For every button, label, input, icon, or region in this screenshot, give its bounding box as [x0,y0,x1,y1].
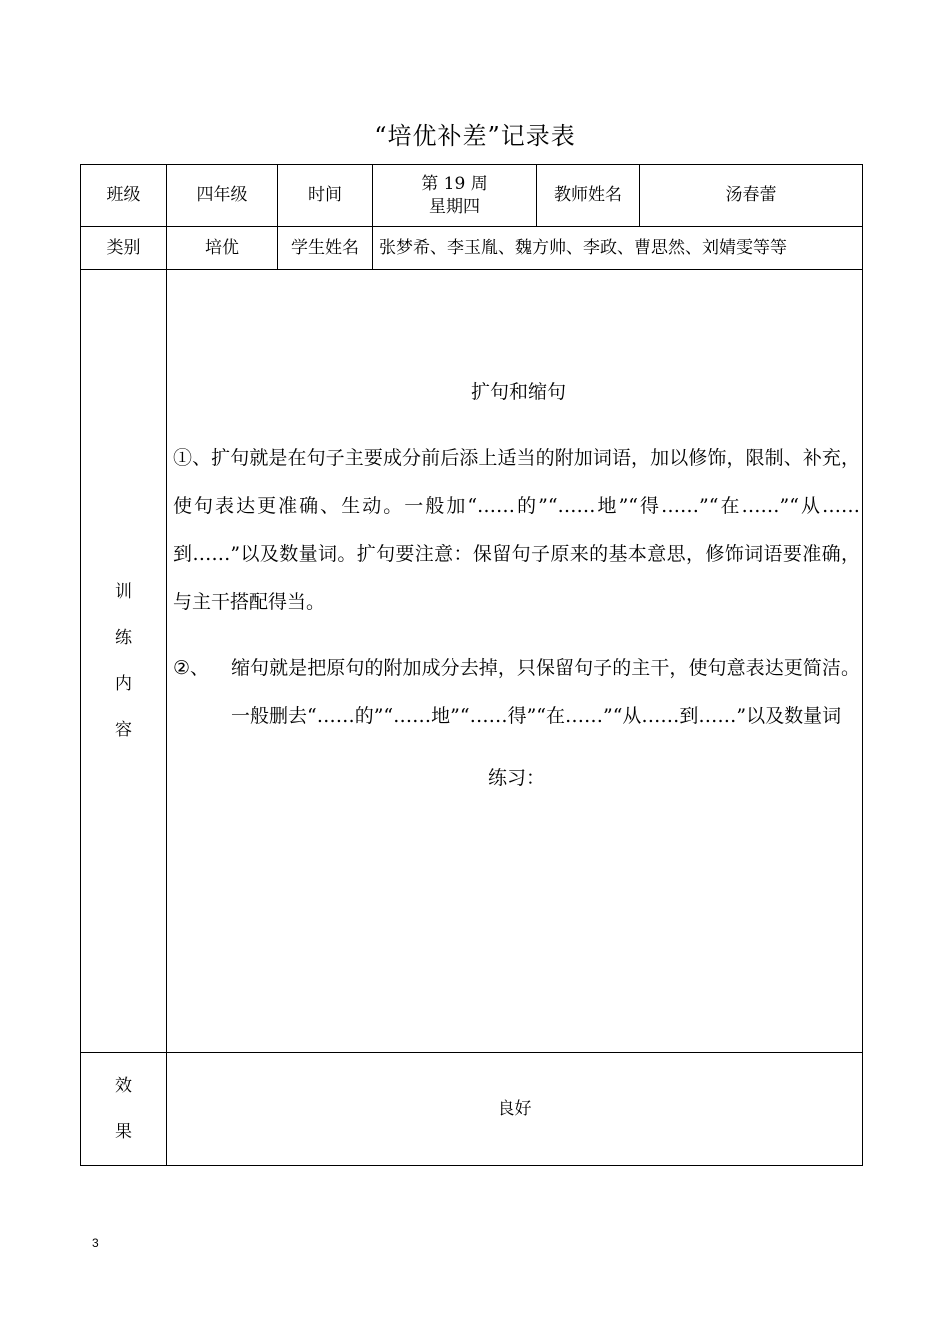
practice-label: 练习： [487,767,545,789]
time-label: 时间 [278,165,373,227]
training-label-char: 训 [115,582,132,602]
day-line: 星期四 [429,196,480,217]
class-value: 四年级 [167,165,278,227]
effect-label-char: 果 [115,1122,132,1142]
record-table [80,164,863,1166]
header-row [81,165,863,227]
training-label-char: 容 [115,720,132,740]
class-label: 班级 [81,165,167,227]
effect-value: 良好 [167,1053,863,1166]
content-heading: 扩句和缩句 [470,381,566,403]
shorten-sentence-paragraph [173,644,860,740]
category-value: 培优 [167,227,278,270]
training-row [81,270,863,1053]
teacher-value: 汤春蕾 [640,165,863,227]
training-label-char: 内 [115,674,132,694]
students-label: 学生姓名 [278,227,373,270]
students-value: 张梦希、李玉胤、魏方帅、李政、曹思然、刘婧雯等等 [373,227,863,270]
effect-row [81,1053,863,1166]
page-title: “培优补差”记录表 [374,122,576,150]
training-label [81,270,167,1053]
expand-sentence-paragraph: ①、扩句就是在句子主要成分前后添上适当的附加词语，加以修饰，限制、补充，使句表达更准确、生动。一般加“……的”“……地”“得……”“在……”“从……到……”以及数量词。扩句要注意：保留句子原来的基本意思，修饰词语要准确，与主干搭配得当。 [173,447,860,613]
training-label-char: 练 [115,628,132,648]
category-label: 类别 [81,227,167,270]
teacher-label: 教师姓名 [537,165,640,227]
page-number: 3 [92,1236,99,1250]
paragraph-text: 缩句就是把原句的附加成分去掉，只保留句子的主干，使句意表达更简洁。一般删去“……的”“……地”“……得”“在……”“从……到……”以及数量词 [231,657,860,727]
effect-label [81,1053,167,1166]
time-value [373,165,537,227]
effect-label-char: 效 [115,1076,132,1096]
category-row [81,227,863,270]
week-line: 第 19 周 [421,173,488,194]
training-content [167,270,863,1053]
paragraph-number: ②、 [173,657,210,679]
